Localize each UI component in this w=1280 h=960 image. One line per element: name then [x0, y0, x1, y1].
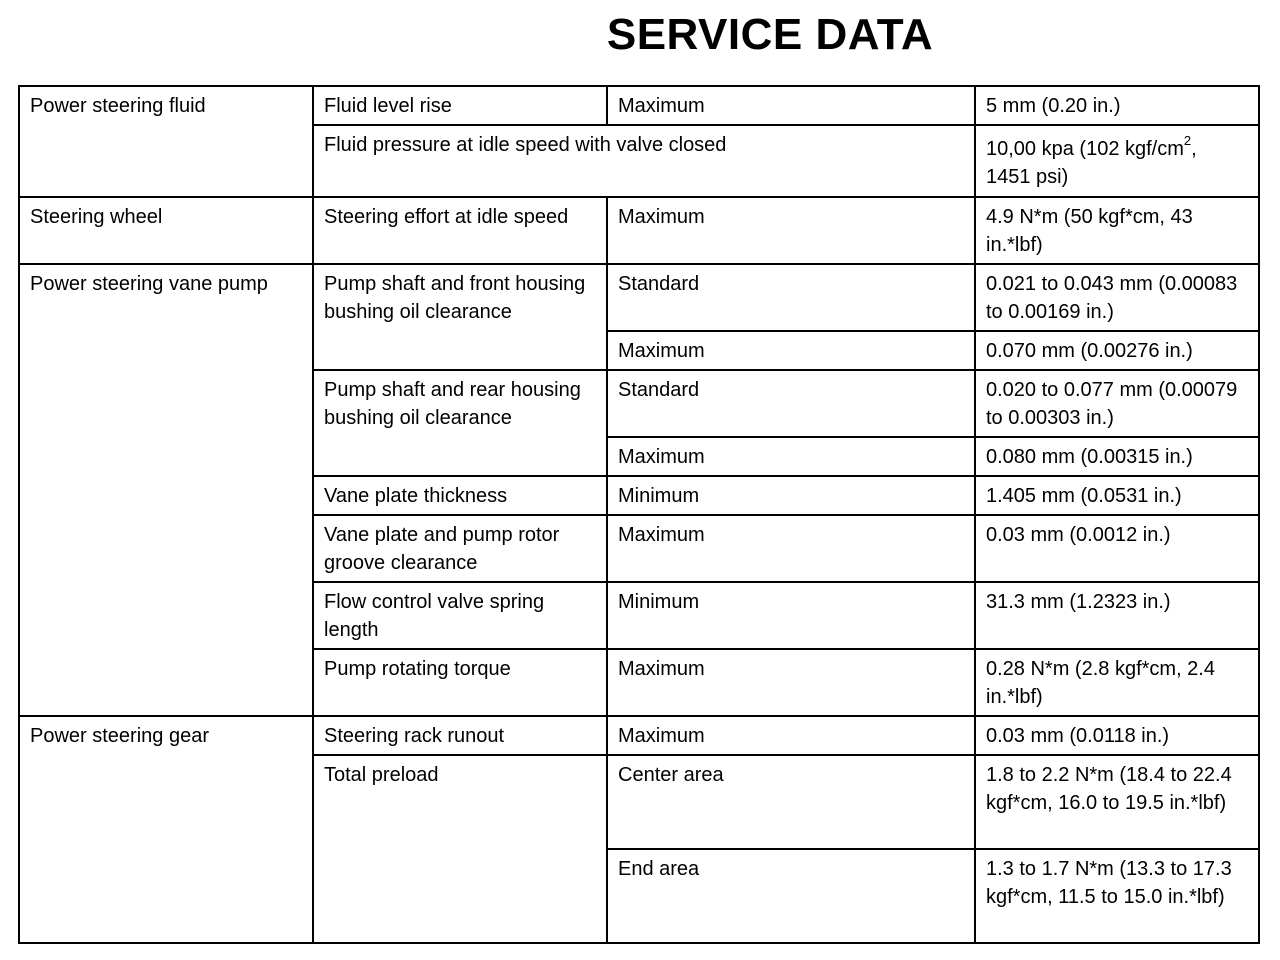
condition-cell: Maximum	[607, 649, 975, 716]
item-cell: Total preload	[313, 755, 607, 943]
value-text: 1451 psi)	[986, 165, 1069, 188]
value-cell: 0.020 to 0.077 mm (0.00079 to 0.00303 in.)	[975, 370, 1259, 437]
value-cell: 0.03 mm (0.0118 in.)	[975, 716, 1259, 755]
component-cell: Steering wheel	[19, 197, 313, 264]
value-cell: 31.3 mm (1.2323 in.)	[975, 582, 1259, 649]
value-cell: 1.405 mm (0.0531 in.)	[975, 476, 1259, 515]
condition-cell: Standard	[607, 264, 975, 331]
value-cell: 4.9 N*m (50 kgf*cm, 43 in.*lbf)	[975, 197, 1259, 264]
item-cell: Pump shaft and rear housing bushing oil clearance	[313, 370, 607, 476]
condition-cell: Maximum	[607, 197, 975, 264]
condition-cell: Maximum	[607, 716, 975, 755]
table-row	[19, 197, 1259, 264]
value-cell: 0.03 mm (0.0012 in.)	[975, 515, 1259, 582]
item-cell: Steering effort at idle speed	[313, 197, 607, 264]
condition-cell: Maximum	[607, 331, 975, 370]
value-cell: 0.28 N*m (2.8 kgf*cm, 2.4 in.*lbf)	[975, 649, 1259, 716]
item-cell: Pump rotating torque	[313, 649, 607, 716]
item-cell: Flow control valve spring length	[313, 582, 607, 649]
table-row	[19, 264, 1259, 331]
item-cell: Fluid pressure at idle speed with valve closed	[313, 125, 975, 197]
value-cell: 0.070 mm (0.00276 in.)	[975, 331, 1259, 370]
condition-cell: Maximum	[607, 86, 975, 125]
item-cell: Pump shaft and front housing bushing oil clearance	[313, 264, 607, 370]
value-text: ,	[1191, 138, 1197, 160]
condition-cell: Center area	[607, 755, 975, 849]
table-row	[19, 86, 1259, 125]
condition-cell: Maximum	[607, 437, 975, 476]
item-cell: Steering rack runout	[313, 716, 607, 755]
value-cell: 1.8 to 2.2 N*m (18.4 to 22.4 kgf*cm, 16.0 to 19.5 in.*lbf)	[975, 755, 1259, 849]
value-cell: 0.021 to 0.043 mm (0.00083 to 0.00169 in.)	[975, 264, 1259, 331]
condition-cell: End area	[607, 849, 975, 943]
superscript: 2	[1183, 133, 1192, 149]
item-cell: Vane plate thickness	[313, 476, 607, 515]
condition-cell: Maximum	[607, 515, 975, 582]
value-cell: 5 mm (0.20 in.)	[975, 86, 1259, 125]
condition-cell: Minimum	[607, 476, 975, 515]
page-title: SERVICE DATA	[606, 10, 934, 59]
condition-cell: Minimum	[607, 582, 975, 649]
condition-cell: Standard	[607, 370, 975, 437]
value-cell: 1.3 to 1.7 N*m (13.3 to 17.3 kgf*cm, 11.5 to 15.0 in.*lbf)	[975, 849, 1259, 943]
item-cell: Fluid level rise	[313, 86, 607, 125]
table-row	[19, 716, 1259, 755]
component-cell: Power steering gear	[19, 716, 313, 943]
value-cell: 0.080 mm (0.00315 in.)	[975, 437, 1259, 476]
item-cell: Vane plate and pump rotor groove clearance	[313, 515, 607, 582]
value-cell	[975, 125, 1259, 197]
value-text: 10,00 kpa (102 kgf/cm	[986, 138, 1184, 160]
service-data-table	[18, 85, 1260, 944]
component-cell: Power steering vane pump	[19, 264, 313, 716]
component-cell: Power steering fluid	[19, 86, 313, 197]
